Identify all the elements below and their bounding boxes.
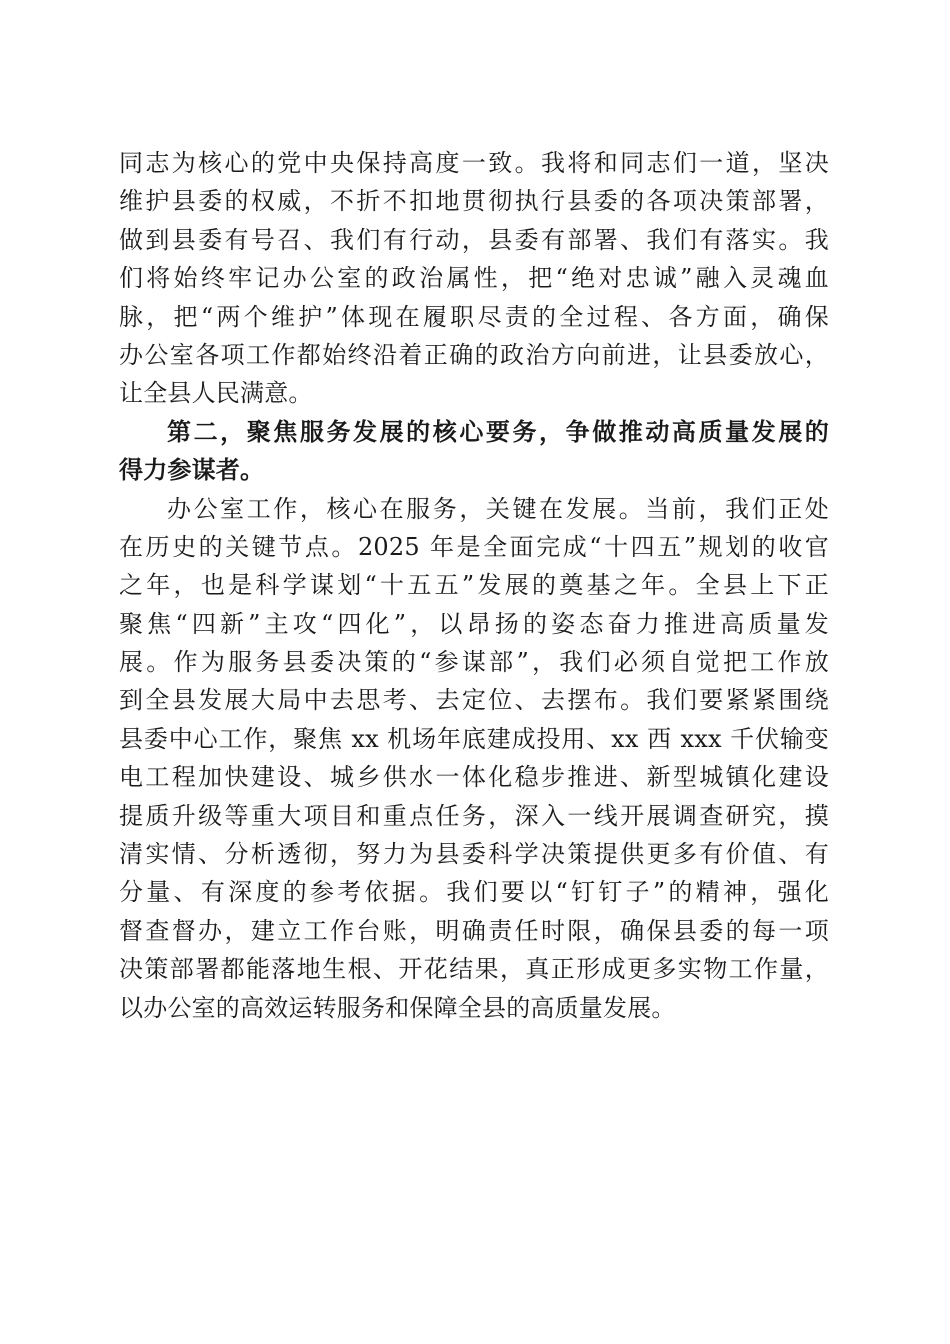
text-line: 督查督办，建立工作台账，明确责任时限，确保县委的每一项 [119, 916, 829, 945]
text-line: 办公室各项工作都始终沿着正确的政治方向前进，让县委放心， [119, 340, 829, 369]
text-line: 办公室工作，核心在服务，关键在发展。当前，我们正处 [167, 494, 829, 523]
text-line: 之年，也是科学谋划“十五五”发展的奠基之年。全县上下正 [119, 571, 829, 600]
text-line: 得力参谋者。 [119, 455, 265, 485]
section-heading [119, 413, 829, 490]
text-line: 维护县委的权威，不折不扣地贯彻执行县委的各项决策部署， [119, 187, 829, 216]
text-line: 脉，把“两个维护”体现在履职尽责的全过程、各方面，确保 [119, 302, 829, 331]
text-line: 电工程加快建设、城乡供水一体化稳步推进、新型城镇化建设 [119, 763, 829, 792]
text-line: 分量、有深度的参考依据。我们要以“钉钉子”的精神，强化 [119, 878, 829, 907]
text-line: 聚焦“四新”主攻“四化”，以昂扬的姿态奋力推进高质量发 [119, 609, 829, 638]
text-line: 县委中心工作，聚焦 xx 机场年底建成投用、xx 西 xxx 千伏输变 [119, 724, 829, 753]
text-line: 清实情、分析透彻，努力为县委科学决策提供更多有价值、有 [119, 840, 829, 869]
document-body [119, 144, 829, 1027]
body-paragraph [119, 144, 829, 413]
text-line: 到全县发展大局中去思考、去定位、去摆布。我们要紧紧围绕 [119, 686, 829, 715]
text-line: 同志为核心的党中央保持高度一致。我将和同志们一道，坚决 [119, 149, 829, 177]
text-line: 第二，聚焦服务发展的核心要务，争做推动高质量发展的 [167, 416, 829, 446]
text-line: 们将始终牢记办公室的政治属性，把“绝对忠诚”融入灵魂血 [119, 264, 829, 293]
body-paragraph [119, 490, 829, 1027]
text-line: 做到县委有号召、我们有行动，县委有部署、我们有落实。我 [119, 225, 829, 254]
text-line: 决策部署都能落地生根、开花结果，真正形成更多实物工作量， [119, 955, 829, 984]
text-line: 展。作为服务县委决策的“参谋部”，我们必须自觉把工作放 [119, 648, 829, 677]
text-line: 以办公室的高效运转服务和保障全县的高质量发展。 [119, 993, 676, 1022]
text-line: 让全县人民满意。 [119, 379, 313, 408]
text-line: 提质升级等重大项目和重点任务，深入一线开展调查研究，摸 [119, 801, 829, 830]
text-line: 在历史的关键节点。2025 年是全面完成“十四五”规划的收官 [119, 532, 829, 561]
